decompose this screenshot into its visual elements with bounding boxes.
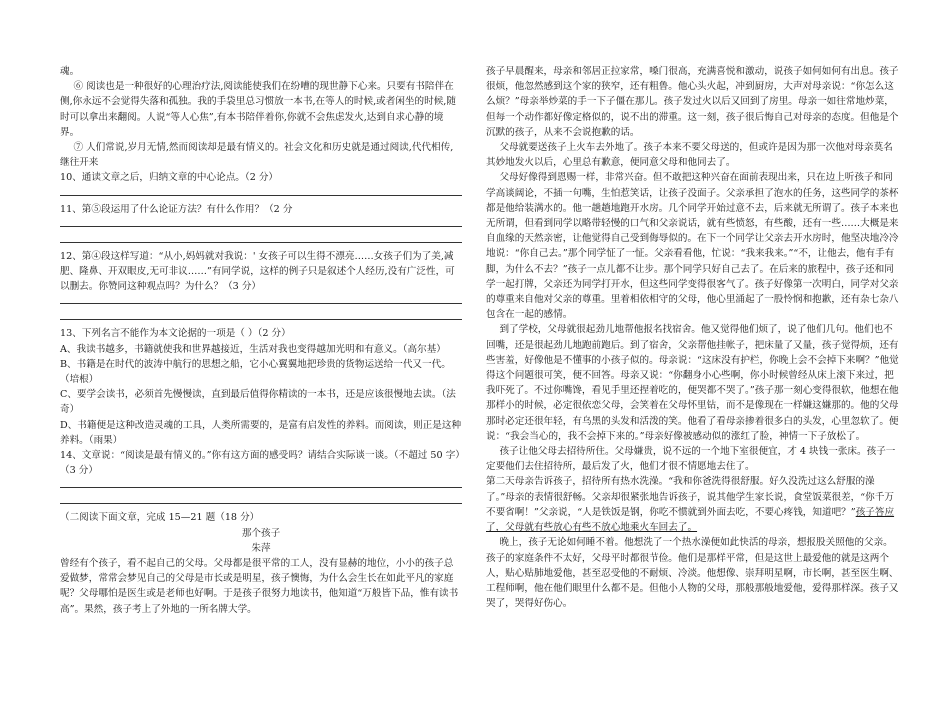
option-a: A、我读书越多，书籍就使我和世界越接近，生活对我也变得越加光明和有意义。（高尔基） (60, 343, 446, 355)
paragraph-6: ⑥ 阅读也是一种很好的心理治疗法,阅读能使我们在纷嘈的现世静下心来。只要有书陪伴在侧,你永远不会觉得失落和孤独。我的手袋里总习惯放一本书,在等人的时候,或者闲坐的时候,随时可以拿出来翻阅。人说“等人心焦”,有本书陪伴着你,你就不会焦虑发火,达到自求心静的境界。 (60, 81, 456, 138)
story-paragraph-4: 父母好像得到恩赐一样，非常兴奋。但不敢把这种兴奋在面前表现出来，只在边上听孩子和同学高谈阔论，不插一句嘴，生怕惹笑话，让孩子没面子。父亲承担了泡水的任务，这些同学的茶杯都是他给装满水的。他一趟趟地跑开水房。几个同学开始过意不去，后来就无所谓了。孩子本来也无所谓，但看到同学以略带轻慢的口气和父亲说话，就有些愤怒，有些酸，还有一些……大概是来自血缘的天然亲密，让他觉得自己受到侮辱似的。在下一个同学让父亲去开水房时，他坚决地冷冷地说：“你自己去。”那个同学怔了一怔。父亲看看他，忙说：“我来我来。”“不，让他去，他有手有脚，为什么不去？”孩子一点儿都不让步。那个同学只好自己去了。在后来的旅程中，孩子还和同学一起打牌，父亲还为同学打开水，但这些同学变得很客气了。孩子好像第一次明白，同学对父亲的尊重来自他对父亲的尊重。里着相依相守的父母，他心里涌起了一股怜悯和抱歉，还有杂七杂八包含在一起的感情。 (486, 172, 899, 321)
question-12: 12、第④段这样写道：“从小,妈妈就对我说：' 女孩子可以生得不漂亮……女孩子们为了美,减肥、隆鼻、开双眼皮,无可非议……”有同学说，这样的例子只是叙述个人经历,没有广泛性，可以删去。你赞同这种观点吗？为什么？（3 分） (60, 250, 455, 293)
option-d: D、书籍便是这种改造灵魂的工具，人类所需要的，是富有启发性的养料。而阅读，则正是这种养料。（雨果） (60, 419, 462, 446)
underlined-sentence: 孩子答应了，父母就有些放心有些不放心地乘火车回去了。 (486, 506, 895, 534)
story-paragraph-2: 孩子早晨醒来，母亲和邻居正拉家常，嗓门很高，充满喜悦和激动，说孩子如何如何有出息。孩子很烦，他忽然感到这个家的狭窄，还有粗鲁。他心头火起，冲到厨房，大声对母亲说：“你怎么这么烦？”母亲举炒菜的手一下子僵在那儿。孩子发过火以后又回到了房里。母亲一如往常地炒菜，但每一个动作都好像定格似的，说不出的滞重。这一刻，孩子很后悔自己对母亲的态度。但他是个沉默的孩子，从来不会说抱歉的话。 (486, 66, 899, 138)
question-13: 13、下列名言不能作为本文论据的一项是（ ）（2 分） (60, 328, 291, 340)
right-column (486, 64, 900, 611)
story-author: 朱萍 (251, 542, 271, 554)
section-heading: （二阅读下面文章，完成 15—21 题（18 分） (60, 512, 260, 524)
paragraph-7: ⑦ 人们常说,岁月无情,然而阅读却是最有情义的。社会文化和历史就是通过阅读,代代相传,继往开来 (60, 142, 454, 169)
option-c: C、要学会读书，必须首先慢慢读，直到最后值得你精读的一本书，还是应该很慢地去读。（法奇） (60, 389, 456, 416)
answer-line-11b (60, 233, 462, 243)
answer-line-11a (60, 217, 462, 227)
left-column (60, 64, 462, 617)
question-11: 11、第⑤段运用了什么论证方法？有什么作用？（2 分 (60, 203, 293, 215)
story-paragraph-8: 晚上，孩子无论如何睡不着。他想洗了一个热水澡便如此快活的母亲，想报股关照他的父亲。孩子的家庭条件不太好，父母平时都很节俭。他们是那样平常，但是这世上最爱他的就是这两个人，贴心贴肺地爱他，甚至忍受他的不耐烦、冷淡。他想像、崇拜明星啊，市长啊，甚至医生啊、工程师啊，他在他们眼里什么都不是。但他小人物的父母，那般那般地爱他，爱得那样深。孩子又哭了，哭得好伤心。 (486, 537, 899, 610)
answer-line-12a (60, 294, 462, 304)
story-paragraph-5: 到了学校，父母就很起劲儿地帮他报名找宿舍。他又觉得他们烦了，说了他们几句。他们也不回嘴，还是很起劲儿地跑前跑后。到了宿舍，父亲帮他挂帐子，把床量了又量，孩子觉得烦，还有些害羞，好像他是不懂事的小孩子似的。母亲说：“这床没有护栏，你晚上会不会掉下来啊？”他觉得这个问题很可笑，便不回答。母亲又说：“你翻身小心些啊，你小时候曾经从床上滚下来过，把我吓死了。不过你嘴馋，看见手里还捏着吃的，便哭都不哭了。”孩子那一刻心变得很软，他想在他那样小的时候，必定很依恋父母，会笑着在父母怀里钻，而不是像现在一样嫌这嫌那的。他的父母那时必定还很年轻，有乌黑的头发和活泼的笑。他看了看母亲掺着很多白的头发，心里忽软了。便说：“我会当心的，我不会掉下来的。”母亲好像被感动似的涨红了脸，神情一下子放松了。 (486, 324, 899, 442)
story-paragraph-6: 孩子让他父母去招待所住。父母嫌贵，说不远的一个地下室很便宜，才 4 块钱一张床。孩子一定要他们去住招待所，最后发了火，他们才很不情愿地去住了。 (486, 446, 896, 473)
option-b: B、书籍是在时代的波涛中航行的思想之船，它小心翼翼地把珍贵的货物运送给一代又一代。（培根） (60, 358, 451, 386)
story-paragraph-1: 曾经有个孩子，看不起自己的父母。父母都是很平常的工人，没有显赫的地位，小小的孩子总爱做梦，常常会梦见自己的父母是市长或是明星，孩子懊悔，为什么会生长在如此平凡的家庭呢？父母哪怕是医生或是老师也好啊。于是孩子很努力地读书，他知道“万般皆下品，惟有读书高”。果然，孩子考上了外地的一所名牌大学。 (60, 558, 459, 615)
paragraph-end: 魂。 (60, 66, 80, 77)
answer-line-10 (60, 186, 462, 196)
story-title: 那个孩子 (241, 527, 281, 539)
story-paragraph-7 (486, 474, 900, 535)
question-14: 14、文章说：“阅读是最有情义的。”你有这方面的感受吗？请结合实际谈一谈。（不超过 50 字）（3 分） (60, 450, 461, 477)
answer-line-14b (60, 494, 462, 504)
question-10: 10、通读文章之后，归纳文章的中心论点。（2 分） (60, 172, 279, 184)
answer-line-12b (60, 310, 462, 320)
story-paragraph-3: 父母就要送孩子上火车去外地了。孩子本来不要父母送的，但或许是因为那一次他对母亲莫名其妙地发火以后，心里总有歉意，便同意父母和他同去了。 (486, 142, 893, 169)
story-paragraph-7-text: 第二天母亲告诉孩子，招待所有热水洗澡。“我和你爸洗得很舒服。好久没洗过这么舒服的澡了。”母亲的表情很舒畅。父亲却很紧张地告诉孩子，说其他学生家长说，食堂饭菜很差，“你千万不要省啊！”父亲说，“人是铁饭是钢，你吃不惯就到外面去吃，不要心疼钱，知道吧？” (486, 476, 894, 518)
answer-line-14a (60, 478, 462, 488)
